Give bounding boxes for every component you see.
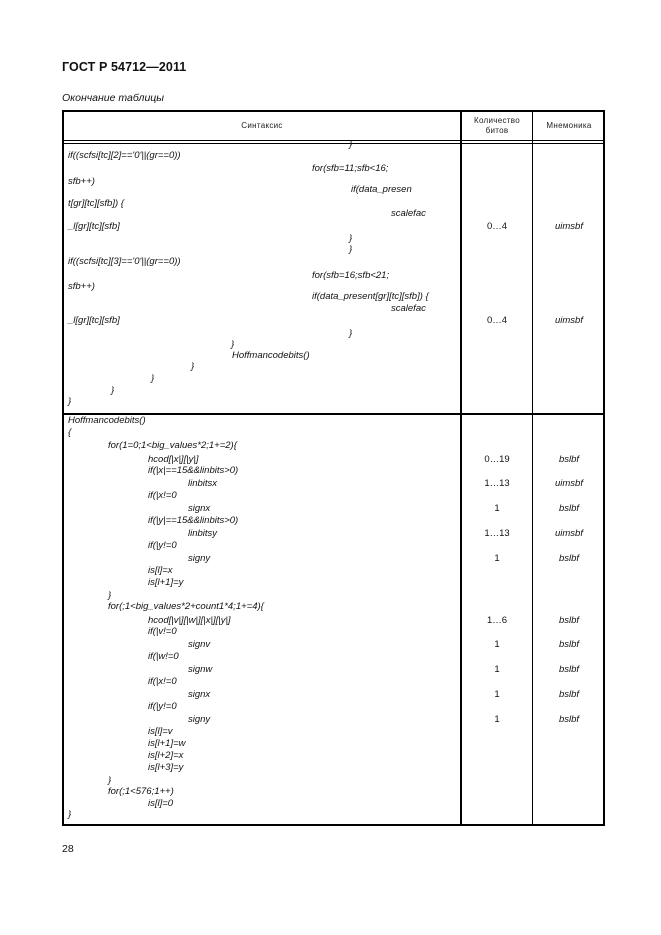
mnemonic-cell: bslbf [558,553,580,564]
syntax-line: _l[gr][tc][sfb] [68,221,120,232]
syntax-line: signy [188,714,211,725]
mnemonic-cell: uimsbf [555,528,583,539]
page-number: 28 [62,843,74,855]
bits-cell: 1 [494,503,500,514]
bits-cell: 0…19 [484,454,510,465]
syntax-line: signy [188,553,211,564]
syntax-line: Hoffmancodebits() [232,350,310,361]
syntax-line: } [111,385,115,396]
syntax-line: if(|x|==15&&linbits>0) [148,465,239,476]
syntax-line: hcod[|v|][|w|][|x|][|y|] [148,615,231,626]
syntax-line: if(|y|==15&&linbits>0) [148,515,239,526]
syntax-line: signv [188,639,211,650]
syntax-line: sfb++) [68,281,95,292]
bits-cell: 1…13 [484,478,510,489]
document-title: ГОСТ Р 54712—2011 [62,60,187,74]
mnemonic-cell: bslbf [558,689,580,700]
syntax-line: is[l+3]=y [148,762,184,773]
syntax-line: for(1=0;1<big_values*2;1+=2){ [108,440,237,451]
syntax-line: linbitsx [188,478,218,489]
mnemonic-cell: uimsbf [555,478,583,489]
syntax-line: if(|x!=0 [148,676,177,687]
syntax-line: if(data_present[gr][tc][sfb]) { [312,291,429,302]
bits-cell: 1 [494,664,500,675]
table-caption: Окончание таблицы [62,92,165,104]
mnemonic-cell: uimsbf [555,315,583,326]
mnemonic-cell: bslbf [558,503,580,514]
syntax-line: } [349,233,353,244]
syntax-line: } [68,396,72,407]
syntax-line: } [108,590,112,601]
syntax-line: } [68,809,72,820]
syntax-line: if(data_presen [351,184,412,195]
mnemonic-cell: uimsbf [555,221,583,232]
bits-cell: 1…13 [484,528,510,539]
syntax-line: is[l+2]=x [148,750,184,761]
syntax-line: for(;1<576;1++) [108,786,174,797]
syntax-line: } [349,328,353,339]
column-header-syntax: Синтаксис [241,121,283,130]
mnemonic-cell: bslbf [558,639,580,650]
column-header-bits-line1: Количество [474,116,520,125]
syntax-line: for(;1<big_values*2+count1*4;1+=4){ [108,601,264,612]
syntax-line: sfb++) [68,176,95,187]
syntax-line: scalefac [391,208,426,219]
syntax-line: signw [188,664,213,675]
column-header-mnemonic: Мнемоника [546,121,592,130]
syntax-line: if(|v!=0 [148,626,177,637]
syntax-line: for(sfb=11;sfb<16; [312,163,389,174]
syntax-line: } [151,373,155,384]
mnemonic-cell: bslbf [558,454,580,465]
bits-cell: 0…4 [486,221,508,232]
mnemonic-cell: bslbf [558,664,580,675]
syntax-line: signx [188,689,211,700]
syntax-line: if((scfsi[tc][3]=='0'||(gr==0)) [68,256,181,267]
syntax-line: if(|y!=0 [148,540,177,551]
syntax-line: } [191,361,195,372]
bits-cell: 0…4 [486,315,508,326]
syntax-line: } [349,244,353,255]
bits-cell: 1…6 [486,615,508,626]
syntax-line: } [349,139,353,150]
header-divider [64,140,603,141]
syntax-line: } [231,339,235,350]
syntax-line: if(|w!=0 [148,651,179,662]
syntax-line: is[l]=v [148,726,173,737]
bits-cell: 1 [494,689,500,700]
syntax-table [62,110,605,826]
mnemonic-cell: bslbf [558,714,580,725]
syntax-line: if((scfsi[tc][2]=='0'||(gr==0)) [68,150,181,161]
syntax-line: hcod[|x|][|y|] [148,454,199,465]
mnemonic-cell: bslbf [558,615,580,626]
header-divider-double [64,143,603,144]
syntax-line: signx [188,503,211,514]
column-header-bits-line2: битов [485,126,509,135]
syntax-line: scalefac [391,303,426,314]
syntax-line: is[l+1]=w [148,738,186,749]
syntax-line: is[l+1]=y [148,577,184,588]
syntax-line: Hoffmancodebits() [68,415,146,426]
syntax-line: if(|y!=0 [148,701,177,712]
syntax-line: } [108,775,112,786]
bits-cell: 1 [494,714,500,725]
syntax-line: _l[gr][tc][sfb] [68,315,120,326]
syntax-line: t[gr][tc][sfb]) { [68,198,124,209]
syntax-line: is[l]=0 [148,798,174,809]
column-header-bits [462,116,532,136]
syntax-line: linbitsy [188,528,218,539]
syntax-line: for(sfb=16;sfb<21; [312,270,390,281]
syntax-line: { [68,427,72,438]
syntax-line: if(|x!=0 [148,490,177,501]
bits-cell: 1 [494,553,500,564]
bits-cell: 1 [494,639,500,650]
syntax-line: is[l]=x [148,565,173,576]
